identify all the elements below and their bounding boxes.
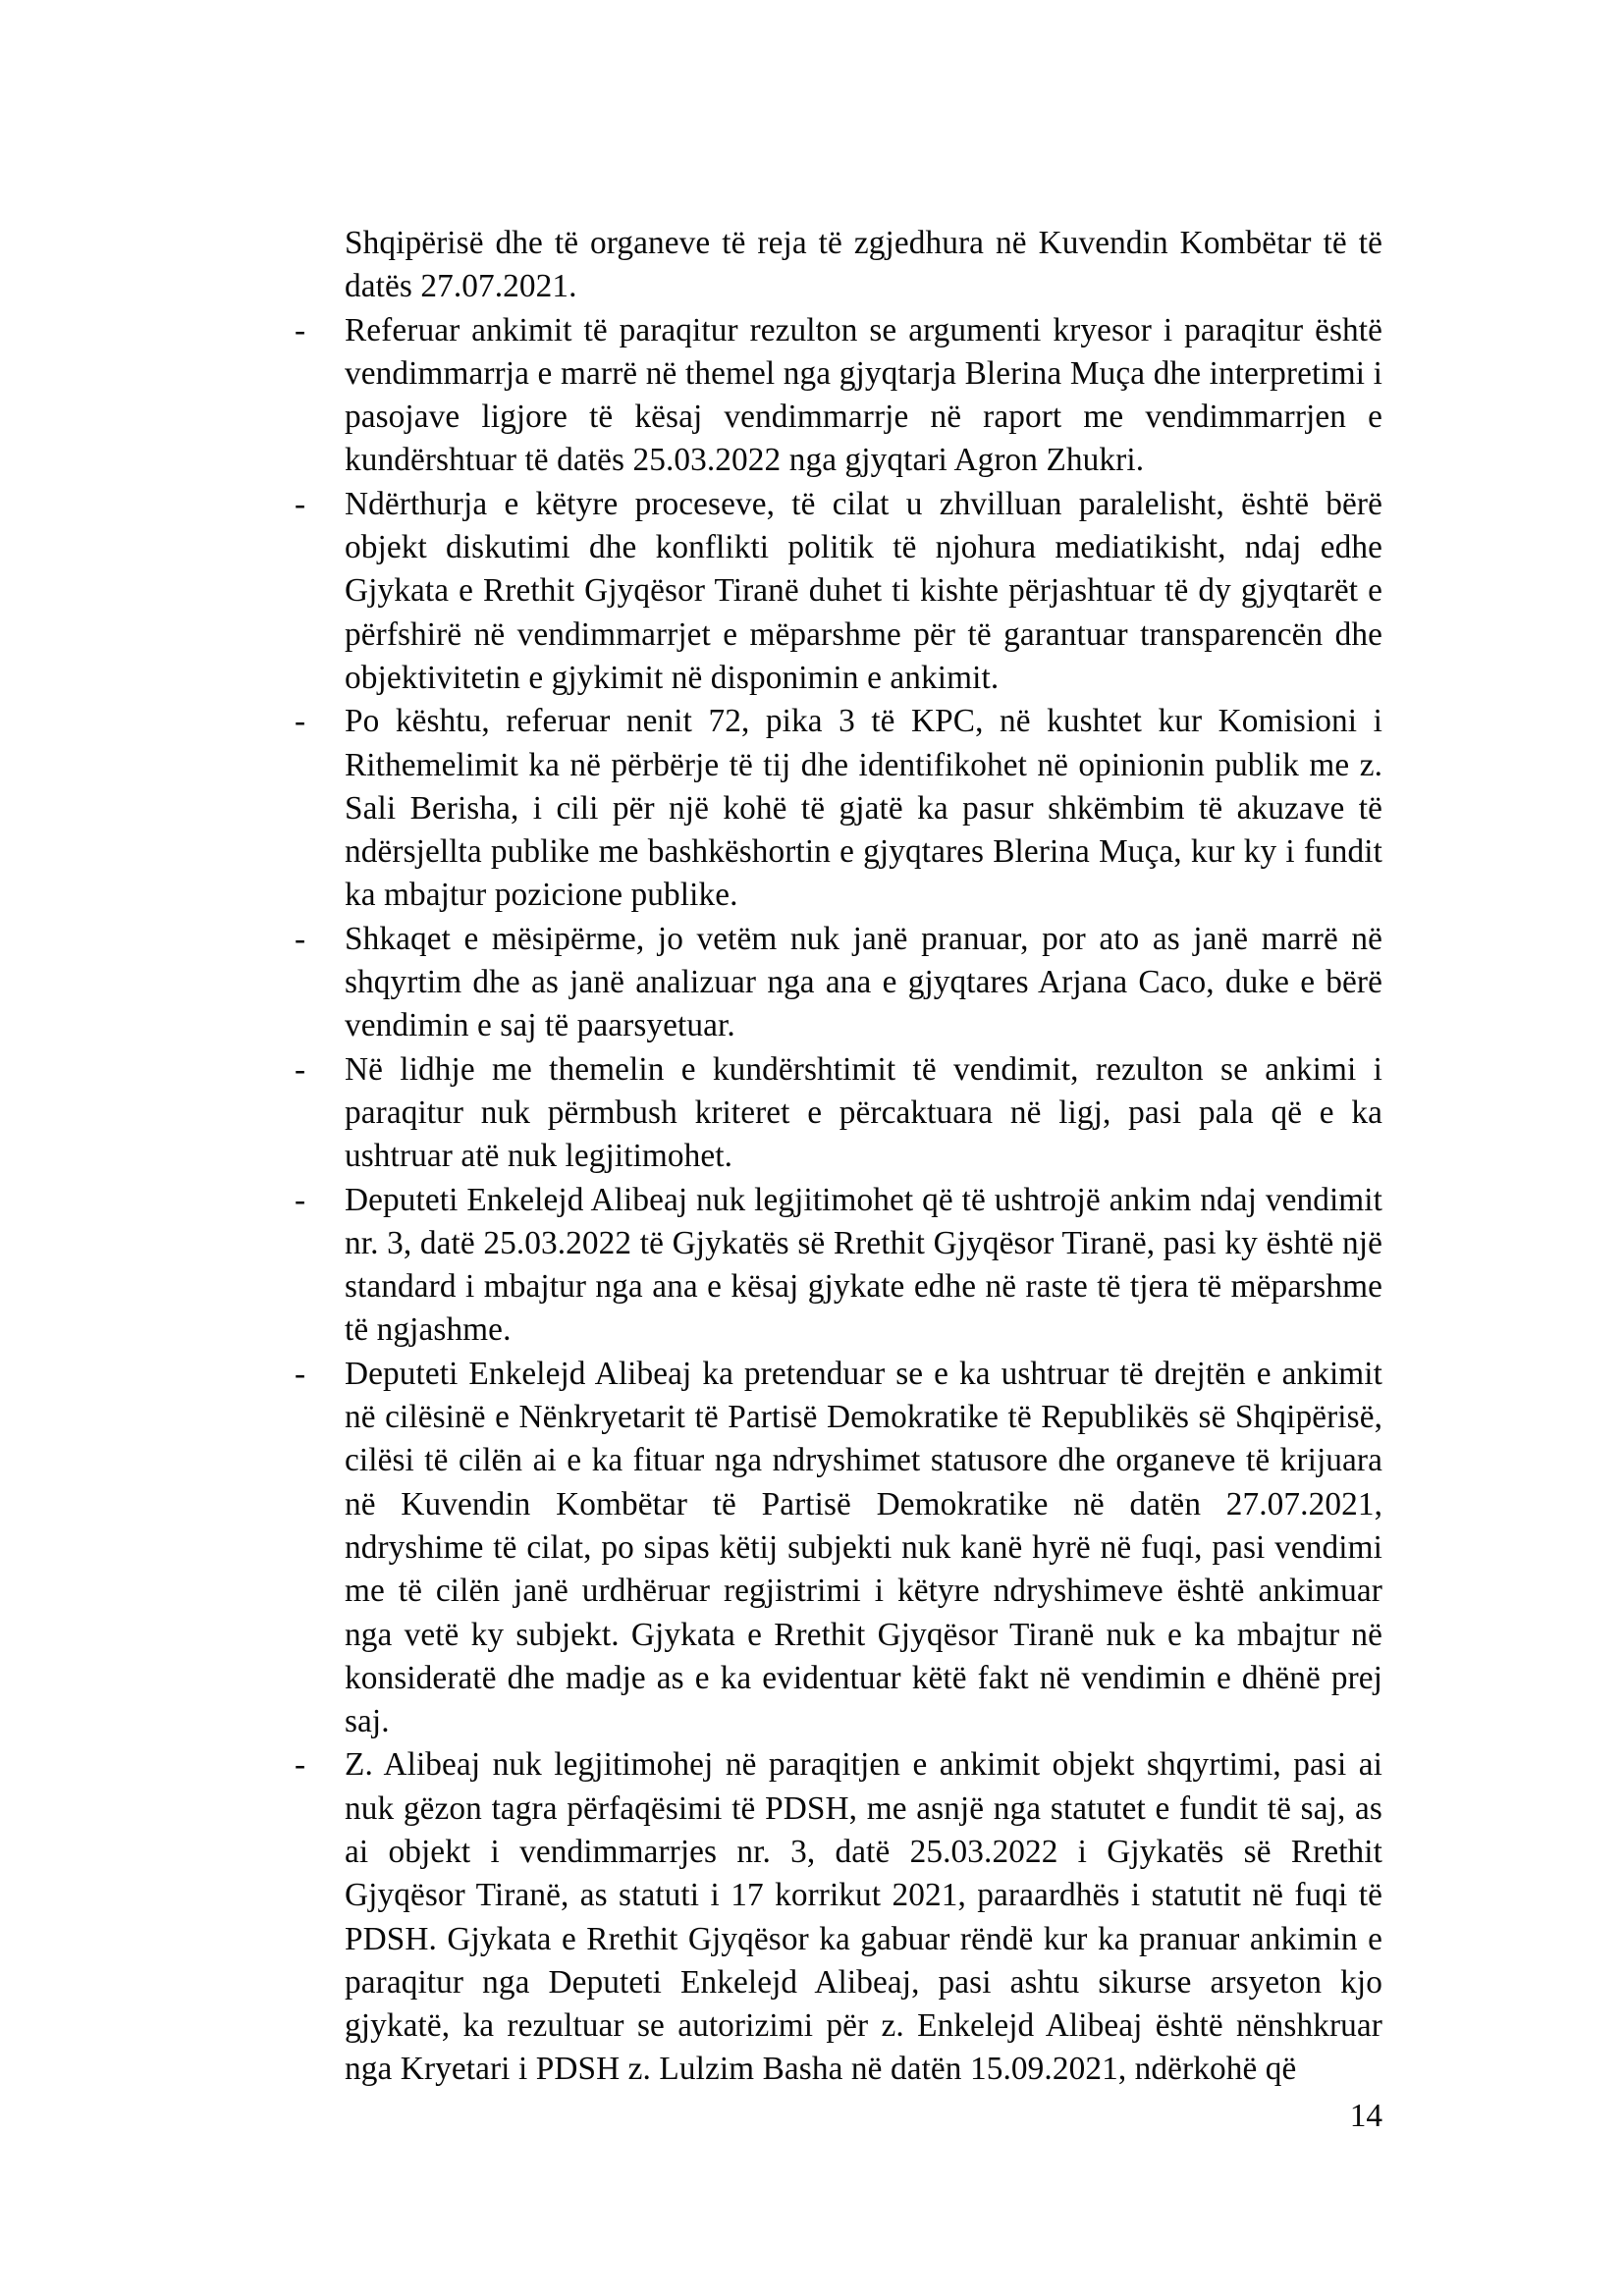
bullet-dash-marker: - bbox=[295, 311, 306, 348]
bullet-dash-marker: - bbox=[295, 1355, 306, 1392]
bullet-text: Deputeti Enkelejd Alibeaj ka pretenduar se e ka ushtruar të drejtën e ankimit në cilësinë e Nënkryetarit të Partisë Demokratike të Republikës së Shqipërisë, cilësi të cilën ai e ka fituar nga ndryshimet statusore dhe organeve të krijuara në Kuvendin Kombëtar të Partisë Demokratike në datën 27.07.2021, ndryshime të cilat, po sipas këtij subjekti nuk kanë hyrë në fuqi, pasi vendimi me të cilën janë urdhëruar regjistrimi i këtyre ndryshimeve është ankimuar nga vetë ky subjekt. Gjykata e Rrethit Gjyqësor Tiranë nuk e ka mbajtur në konsideratë dhe madje as e ka evidentuar këtë fakt në vendimin e dhënë prej saj. bbox=[345, 1355, 1382, 1740]
bullet-item bbox=[295, 1179, 1382, 1353]
bullet-item bbox=[295, 918, 1382, 1048]
bullet-text: Z. Alibeaj nuk legjitimohej në paraqitjen e ankimit objekt shqyrtimi, pasi ai nuk gëzon tagra përfaqësimi të PDSH, me asnjë nga statutet e fundit të saj, as ai objekt i vendimmarrjes nr. 3, datë 25.03.2022 i Gjykatës së Rrethit Gjyqësor Tiranë, as statuti i 17 korrikut 2021, paraardhës i statutit në fuqi të PDSH. Gjykata e Rrethit Gjyqësor ka gabuar rëndë kur ka pranuar ankimin e paraqitur nga Deputeti Enkelejd Alibeaj, pasi ashtu sikurse arsyeton kjo gjykatë, ka rezultuar se autorizimi për z. Enkelejd Alibeaj është nënshkruar nga Kryetari i PDSH z. Lulzim Basha në datën 15.09.2021, ndërkohë që bbox=[345, 1746, 1382, 2088]
bullet-list bbox=[295, 309, 1382, 2092]
bullet-dash-marker: - bbox=[295, 1181, 306, 1218]
bullet-item bbox=[295, 483, 1382, 700]
bullet-item bbox=[295, 309, 1382, 483]
bullet-text: Në lidhje me themelin e kundërshtimit të vendimit, rezulton se ankimi i paraqitur nuk përmbush kriteret e përcaktuara në ligj, pasi pala që e ka ushtruar atë nuk legjitimohet. bbox=[345, 1050, 1382, 1175]
bullet-text: Referuar ankimit të paraqitur rezulton se argumenti kryesor i paraqitur është vendimmarrja e marrë në themel nga gjyqtarja Blerina Muça dhe interpretimi i pasojave ligjore të kësaj vendimmarrje në raport me vendimmarrjen e kundërshtuar të datës 25.03.2022 nga gjyqtari Agron Zhukri. bbox=[345, 311, 1382, 479]
paragraph-continuation: Shqipërisë dhe të organeve të reja të zgjedhura në Kuvendin Kombëtar të të datës 27.07.2021. bbox=[345, 225, 1382, 305]
bullet-dash-marker: - bbox=[295, 920, 306, 957]
bullet-text: Deputeti Enkelejd Alibeaj nuk legjitimohet që të ushtrojë ankim ndaj vendimit nr. 3, datë 25.03.2022 të Gjykatës së Rrethit Gjyqësor Tiranë, pasi ky është një standard i mbajtur nga ana e kësaj gjykate edhe në raste të tjera të mëparshme të ngjashme. bbox=[345, 1181, 1382, 1349]
bullet-text: Ndërthurja e këtyre proceseve, të cilat u zhvilluan paralelisht, është bërë objekt diskutimi dhe konflikti politik të njohura mediatikisht, ndaj edhe Gjykata e Rrethit Gjyqësor Tiranë duhet ti kishte përjashtuar të dy gjyqtarët e përfshirë në vendimmarrjet e mëparshme për të garantuar transparencën dhe objektivitetin e gjykimit në disponimin e ankimit. bbox=[345, 485, 1382, 696]
bullet-item bbox=[295, 1743, 1382, 2091]
bullet-dash-marker: - bbox=[295, 1050, 306, 1088]
bullet-item bbox=[295, 700, 1382, 917]
bullet-item bbox=[295, 1353, 1382, 1744]
bullet-dash-marker: - bbox=[295, 703, 306, 740]
bullet-dash-marker: - bbox=[295, 1746, 306, 1784]
bullet-text: Po kështu, referuar nenit 72, pika 3 të KPC, në kushtet kur Komisioni i Rithemelimit ka në përbërje të tij dhe identifikohet në opinionin publik me z. Sali Berisha, i cili për një kohë të gjatë ka pasur shkëmbim të akuzave të ndërsjellta publike me bashkëshortin e gjyqtares Blerina Muça, kur ky i fundit ka mbajtur pozicione publike. bbox=[345, 703, 1382, 914]
bullet-item bbox=[295, 1048, 1382, 1179]
page-number: 14 bbox=[1349, 2098, 1382, 2134]
bullet-text: Shkaqet e mësipërme, jo vetëm nuk janë pranuar, por ato as janë marrë në shqyrtim dhe as janë analizuar nga ana e gjyqtares Arjana Caco, duke e bërë vendimin e saj të paarsyetuar. bbox=[345, 920, 1382, 1044]
document-text-block bbox=[295, 222, 1382, 2092]
bullet-dash-marker: - bbox=[295, 485, 306, 522]
